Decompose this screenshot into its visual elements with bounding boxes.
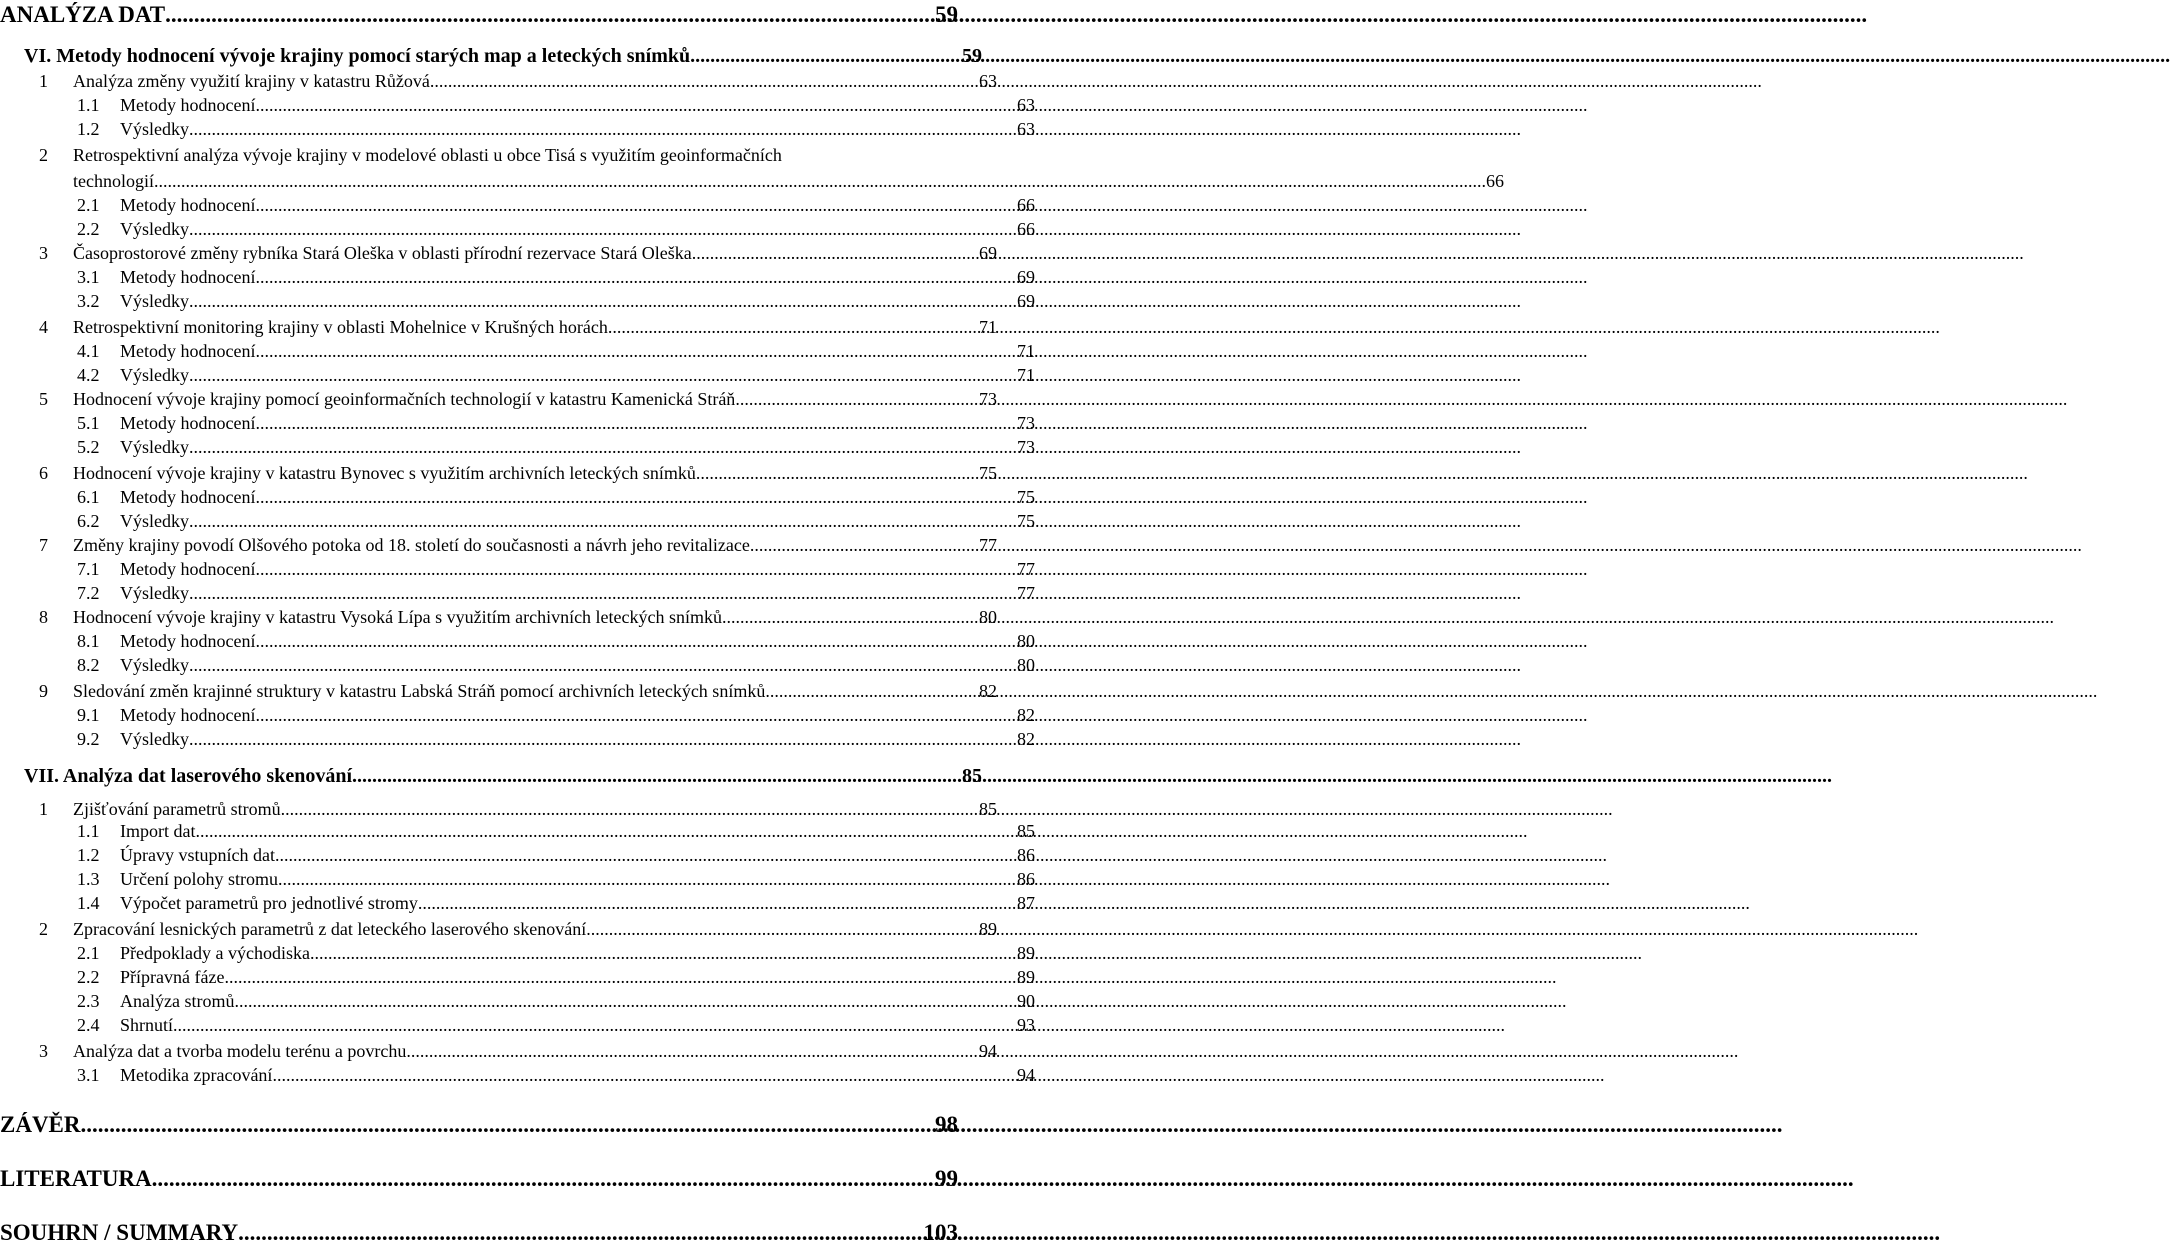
toc-entry-title: Metody hodnocení: [120, 195, 256, 215]
toc-entry-number: 4.2: [77, 365, 100, 385]
toc-entry-page: 66: [1017, 195, 1035, 215]
toc-entry-number: 6.1: [77, 487, 100, 507]
dot-leader: [255, 558, 1017, 580]
toc-entry-number: 2.2: [77, 219, 100, 239]
toc-entry-title: Časoprostorové změny rybníka Stará Oleška v oblasti přírodní rezervace Stará Oleška: [73, 243, 692, 263]
toc-entry[interactable]: [0, 266, 1035, 288]
dot-leader: [189, 364, 1017, 386]
toc-entry-number: 4.1: [77, 341, 100, 361]
toc-entry-page: 63: [979, 71, 997, 91]
toc-entry-number: 2.4: [77, 1015, 100, 1035]
toc-entry-page: 80: [979, 607, 997, 627]
toc-entry[interactable]: [0, 534, 997, 556]
dot-leader: [586, 918, 979, 940]
toc-entry-number: 3: [39, 243, 48, 263]
toc-entry-title: Sledování změn krajinné struktury v katastru Labská Stráň pomocí archivních leteckých snímků: [73, 681, 766, 701]
toc-entry-number: 1.4: [77, 893, 100, 913]
toc-entry-page: 94: [979, 1041, 997, 1061]
toc-entry-title: Shrnutí: [120, 1015, 174, 1035]
toc-entry-number: 6: [39, 463, 48, 483]
toc-entry-title: Zpracování lesnických parametrů z dat leteckého laserového skenování: [73, 919, 587, 939]
toc-entry[interactable]: [0, 118, 1035, 140]
toc-entry[interactable]: [0, 70, 997, 92]
toc-entry-page: 75: [979, 463, 997, 483]
toc-entry-number: 1.1: [77, 95, 100, 115]
dot-leader: [189, 582, 1017, 604]
toc-entry-number: 2: [39, 919, 48, 939]
toc-entry-title: Výsledky: [120, 291, 189, 311]
toc-entry-page: 80: [1017, 655, 1035, 675]
toc-entry-number: 9.1: [77, 705, 100, 725]
dot-leader: [690, 44, 962, 68]
toc-entry-title: Analýza stromů: [120, 991, 235, 1011]
toc-entry-title: Výsledky: [120, 437, 189, 457]
toc-entry-page: 86: [1017, 845, 1035, 865]
dot-leader: [189, 654, 1017, 676]
toc-entry-number: 7.1: [77, 559, 100, 579]
dot-leader: [189, 118, 1017, 140]
toc-entry-page: 63: [1017, 95, 1035, 115]
toc-entry-title: SOUHRN / SUMMARY: [0, 1220, 239, 1245]
toc-entry-page: 59: [935, 2, 958, 27]
toc-entry-title: Hodnocení vývoje krajiny pomocí geoinformačních technologií v katastru Kamenická Stráň: [73, 389, 736, 409]
toc-entry[interactable]: [0, 728, 1035, 750]
toc-entry-number: 3.2: [77, 291, 100, 311]
toc-entry-number: 8.1: [77, 631, 100, 651]
toc-entry-page: 93: [1017, 1015, 1035, 1035]
dot-leader: [310, 942, 1017, 964]
dot-leader: [165, 2, 935, 28]
dot-leader: [255, 340, 1017, 362]
toc-entry-number: 3.1: [77, 267, 100, 287]
toc-entry[interactable]: [0, 94, 1035, 116]
toc-entry-page: 103: [923, 1220, 958, 1245]
dot-leader: [765, 680, 979, 702]
toc-entry-title: Přípravná fáze: [120, 967, 225, 987]
toc-entry-number: 1.2: [77, 845, 100, 865]
toc-entry-page: 71: [1017, 365, 1035, 385]
dot-leader: [406, 1040, 979, 1062]
dot-leader: [255, 266, 1017, 288]
toc-entry[interactable]: [0, 364, 1035, 386]
dot-leader: [255, 94, 1017, 116]
toc-entry-page: 82: [1017, 729, 1035, 749]
dot-leader: [255, 412, 1017, 434]
toc-entry-title: Metody hodnocení: [120, 487, 256, 507]
dot-leader: [189, 290, 1017, 312]
toc-entry-number: 9: [39, 681, 48, 701]
dot-leader: [238, 1220, 923, 1246]
toc-entry-title: LITERATURA: [0, 1166, 152, 1191]
toc-entry-page: 73: [1017, 413, 1035, 433]
toc-entry-number: 3.1: [77, 1065, 100, 1085]
toc-entry-title: Změny krajiny povodí Olšového potoka od 18. století do současnosti a návrh jeho revitalizace: [73, 535, 750, 555]
toc-entry[interactable]: [0, 1112, 958, 1138]
toc-entry-title: VII. Analýza dat laserového skenování: [24, 765, 353, 787]
toc-entry-title: Výsledky: [120, 583, 189, 603]
toc-entry-title: Metody hodnocení: [120, 705, 256, 725]
toc-entry-title: Metody hodnocení: [120, 413, 256, 433]
dot-leader: [255, 194, 1017, 216]
toc-entry-page: 86: [1017, 869, 1035, 889]
toc-entry-page: 98: [935, 1112, 958, 1137]
toc-entry-page: 77: [1017, 583, 1035, 603]
toc-entry[interactable]: [0, 798, 997, 820]
dot-leader: [189, 218, 1017, 240]
dot-leader: [735, 388, 979, 410]
toc-entry[interactable]: [0, 510, 1035, 532]
toc-entry[interactable]: [0, 764, 982, 788]
toc-entry-title: Určení polohy stromu: [120, 869, 278, 889]
toc-entry-title: Analýza dat a tvorba modelu terénu a povrchu: [73, 1041, 407, 1061]
toc-entry[interactable]: [0, 462, 997, 484]
toc-entry[interactable]: [0, 1220, 958, 1246]
toc-entry-title: Metody hodnocení: [120, 267, 256, 287]
toc-entry[interactable]: [0, 2, 958, 28]
toc-entry[interactable]: [0, 582, 1035, 604]
toc-entry-page: 77: [1017, 559, 1035, 579]
toc-entry[interactable]: [0, 144, 1504, 192]
toc-entry-title: Výsledky: [120, 219, 189, 239]
toc-entry-number: 1.1: [77, 821, 100, 841]
toc-entry-title: Výsledky: [120, 365, 189, 385]
toc-entry-page: 82: [1017, 705, 1035, 725]
toc-entry[interactable]: [0, 218, 1035, 240]
toc-entry[interactable]: [0, 1064, 1035, 1086]
toc-entry-title: Zjišťování parametrů stromů: [73, 799, 281, 819]
toc-entry-page: 87: [1017, 893, 1035, 913]
toc-entry-page: 82: [979, 681, 997, 701]
toc-entry-title: Analýza změny využití krajiny v katastru Růžová: [73, 71, 430, 91]
dot-leader: [692, 242, 979, 264]
toc-entry-page: 85: [1017, 821, 1035, 841]
toc-entry-page: 75: [1017, 511, 1035, 531]
toc-entry-number: 2: [39, 145, 48, 165]
toc-entry-number: 2.3: [77, 991, 100, 1011]
toc-entry[interactable]: [0, 990, 1035, 1012]
dot-leader: [154, 170, 1486, 192]
toc-entry-title: ANALÝZA DAT: [0, 2, 166, 27]
toc-entry-page: 71: [1017, 341, 1035, 361]
toc-entry-title: Metodika zpracování: [120, 1065, 273, 1085]
toc-entry-title: Retrospektivní analýza vývoje krajiny v modelové oblasti u obce Tisá s využitím geoinformačních: [73, 145, 782, 165]
toc-entry[interactable]: [0, 1014, 1035, 1036]
dot-leader: [189, 510, 1017, 532]
toc-entry-title: Výsledky: [120, 119, 189, 139]
toc-entry[interactable]: [0, 918, 997, 940]
dot-leader: [278, 868, 1017, 890]
toc-entry-number: 5: [39, 389, 48, 409]
dot-leader: [352, 764, 962, 788]
dot-leader: [255, 704, 1017, 726]
toc-entry[interactable]: [0, 290, 1035, 312]
toc-entry[interactable]: [0, 966, 1035, 988]
dot-leader: [189, 436, 1017, 458]
toc-entry-number: 8.2: [77, 655, 100, 675]
toc-entry[interactable]: [0, 844, 1035, 866]
dot-leader: [272, 1064, 1017, 1086]
toc-entry[interactable]: [0, 868, 1035, 890]
dot-leader: [722, 606, 979, 628]
toc-entry-page: 75: [1017, 487, 1035, 507]
toc-entry-number: 8: [39, 607, 48, 627]
dot-leader: [189, 728, 1017, 750]
toc-entry-page: 73: [1017, 437, 1035, 457]
toc-entry[interactable]: [0, 194, 1035, 216]
toc-entry[interactable]: [0, 680, 997, 702]
toc-entry-page: 77: [979, 535, 997, 555]
toc-entry-number: 3: [39, 1041, 48, 1061]
dot-leader: [173, 1014, 1017, 1036]
toc-entry-title-continuation: technologií: [73, 171, 154, 191]
toc-entry-number: 1: [39, 71, 48, 91]
dot-leader: [255, 630, 1017, 652]
toc-entry[interactable]: [0, 436, 1035, 458]
toc-entry-wrapped-title: [73, 144, 1504, 192]
dot-leader: [608, 316, 979, 338]
dot-leader: [696, 462, 979, 484]
toc-entry[interactable]: [0, 412, 1035, 434]
dot-leader: [430, 70, 979, 92]
toc-entry[interactable]: [0, 1040, 997, 1062]
toc-entry[interactable]: [0, 654, 1035, 676]
toc-entry-title: Metody hodnocení: [120, 559, 256, 579]
toc-entry[interactable]: [0, 606, 997, 628]
toc-entry[interactable]: [0, 316, 997, 338]
toc-entry-page: 66: [1017, 219, 1035, 239]
toc-entry-page: 59: [962, 45, 982, 67]
toc-entry-title: ZÁVĚR: [0, 1112, 81, 1137]
toc-entry-title: Metody hodnocení: [120, 95, 256, 115]
dot-leader: [275, 844, 1017, 866]
toc-entry-page: 85: [979, 799, 997, 819]
toc-entry-number: 1.2: [77, 119, 100, 139]
toc-entry-title: Metody hodnocení: [120, 341, 256, 361]
toc-entry-page: 90: [1017, 991, 1035, 1011]
toc-entry-number: 1.3: [77, 869, 100, 889]
toc-entry-title: Hodnocení vývoje krajiny v katastru Vysoká Lípa s využitím archivních leteckých snímků: [73, 607, 723, 627]
toc-entry[interactable]: [0, 704, 1035, 726]
dot-leader: [152, 1166, 935, 1192]
toc-entry-number: 9.2: [77, 729, 100, 749]
toc-entry-number: 6.2: [77, 511, 100, 531]
toc-entry[interactable]: [0, 388, 997, 410]
toc-entry-page: 99: [935, 1166, 958, 1191]
dot-leader: [195, 820, 1017, 842]
dot-leader: [224, 966, 1017, 988]
dot-leader: [750, 534, 979, 556]
toc-entry-number: 2.2: [77, 967, 100, 987]
toc-entry-number: 2.1: [77, 943, 100, 963]
toc-entry[interactable]: [0, 942, 1035, 964]
dot-leader: [255, 486, 1017, 508]
toc-entry-page: 69: [1017, 291, 1035, 311]
toc-entry[interactable]: [0, 630, 1035, 652]
toc-entry[interactable]: [0, 242, 997, 264]
toc-entry-page: 69: [1017, 267, 1035, 287]
toc-entry-title: Úpravy vstupních dat: [120, 845, 275, 865]
toc-entry[interactable]: [0, 1166, 958, 1192]
toc-entry-title: Výsledky: [120, 655, 189, 675]
toc-entry-number: 4: [39, 317, 48, 337]
dot-leader: [81, 1112, 935, 1138]
toc-entry-page: 73: [979, 389, 997, 409]
toc-entry-number: 7: [39, 535, 48, 555]
toc-entry-page: 71: [979, 317, 997, 337]
toc-entry-title: Hodnocení vývoje krajiny v katastru Bynovec s využitím archivních leteckých snímků: [73, 463, 696, 483]
toc-entry-title: Předpoklady a východiska: [120, 943, 310, 963]
toc-entry-page: 89: [1017, 943, 1035, 963]
toc-entry-title: Výsledky: [120, 729, 189, 749]
dot-leader: [418, 892, 1017, 914]
toc-entry-page: 89: [1017, 967, 1035, 987]
toc-entry-title: Výsledky: [120, 511, 189, 531]
toc-entry[interactable]: [0, 892, 1035, 914]
toc-entry[interactable]: [0, 340, 1035, 362]
toc-entry-number: 7.2: [77, 583, 100, 603]
toc-entry-page: 89: [979, 919, 997, 939]
toc-entry-page: 85: [962, 765, 982, 787]
toc-entry-number: 5.1: [77, 413, 100, 433]
toc-entry-title: Import dat: [120, 821, 196, 841]
toc-entry-page: 80: [1017, 631, 1035, 651]
toc-entry-number: 2.1: [77, 195, 100, 215]
toc-entry-number: 1: [39, 799, 48, 819]
toc-entry[interactable]: [0, 558, 1035, 580]
toc-entry[interactable]: [0, 44, 982, 68]
toc-entry-title: Výpočet parametrů pro jednotlivé stromy: [120, 893, 418, 913]
toc-entry[interactable]: [0, 820, 1035, 842]
toc-entry[interactable]: [0, 486, 1035, 508]
toc-entry-title: VI. Metody hodnocení vývoje krajiny pomocí starých map a leteckých snímků: [24, 45, 691, 67]
toc-entry-number: 5.2: [77, 437, 100, 457]
toc-entry-title: Retrospektivní monitoring krajiny v oblasti Mohelnice v Krušných horách: [73, 317, 608, 337]
toc-entry-page: 94: [1017, 1065, 1035, 1085]
toc-entry-page: 63: [1017, 119, 1035, 139]
toc-entry-page: 66: [1485, 171, 1504, 191]
toc-entry-title: Metody hodnocení: [120, 631, 256, 651]
toc-entry-page: 69: [979, 243, 997, 263]
dot-leader: [234, 990, 1017, 1012]
dot-leader: [281, 798, 979, 820]
